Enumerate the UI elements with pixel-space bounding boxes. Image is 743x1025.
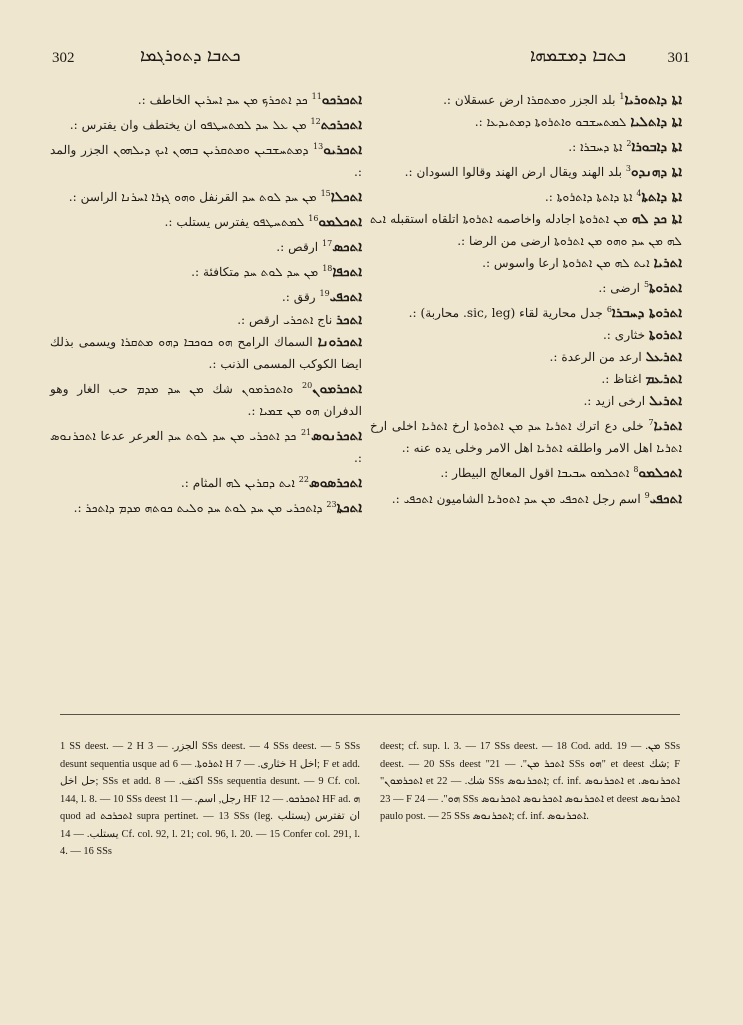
lexicon-entry — [370, 183, 682, 208]
lexicon-entry — [370, 412, 682, 459]
entry-headword: ܐܬܪܘܬܐ — [649, 280, 682, 297]
entry-gloss: ܕܡܬܚܫܒܝܢ ܘܡܬܩܪܝܢ ܒܗܘܢ ܐܝܟ ܕܝܠܗܘܢ الجزر والمد :. — [50, 143, 362, 180]
footnote-line: inf. ܐܬܟܪܢܘܣ. — [530, 811, 589, 822]
footnote-marker: 19 — [319, 289, 330, 299]
lexicon-entry — [370, 390, 682, 412]
entry-gloss: ܡܢ ܚܕ ܠܘܬ ܚܕ القرنفل ܘܗܘ ܓܙܪܐ ܐܚܪܢܐ الراسن :. — [68, 190, 317, 205]
entry-gloss: ܡܢ ܥܠ ܚܕ ܠܡܬܚܛܦܘ ان يختطف وان يفترس :. — [69, 118, 307, 133]
entry-gloss: ܠܡܬܚܫܒܘ ܘܐܬܪܘܬܐ ܕܡܬܝܕܥܐ :. — [474, 115, 627, 130]
entry-headword: ܐܬܟܪܘܢܐ — [317, 333, 363, 350]
footnote-line: ܐܬܟܪܢܘܣ paulo post. — 25 SSs ܐܬܟܪܢܘܣ; cf. — [380, 793, 680, 822]
lexicon-entry — [50, 86, 362, 111]
entry-gloss: اسم رجل ܐܬܟܦܝ ܡܢ ܚܕ ܐܬܘܪܝܐ الشاميون ܐܬܟܦܝ :. — [391, 491, 641, 506]
left-column — [50, 86, 362, 519]
footnote-marker: 11 — [311, 92, 322, 101]
footnote-marker: 17 — [322, 239, 333, 249]
entry-headword: ܐܬܟܦܐ — [332, 264, 362, 281]
entry-headword: ܐܬܐ ܕܐܬܬܐ — [641, 189, 682, 206]
footnote-line: 5 SSs desunt sequentia usque ad ܐܬܪܘܬܐ. — 6 H خثارى. — — [60, 741, 360, 770]
footnote-marker: 8 — [633, 465, 639, 475]
entry-gloss: ܡܢ ܐܬܪܘܬܐ اجادله واخاصمه ܐܬܪܘܬܐ اتلقاه استقبله ܐܝܬ ܠܗ ܡܢ ܚܕ ܘܗܘ ܡܢ ܐܬܪܘܬܐ ارضى من الرضا :. — [370, 212, 682, 249]
lexicon-entry — [370, 86, 682, 111]
right-column — [370, 86, 682, 510]
entry-headword: ܐܬܪܥܠ — [645, 349, 682, 366]
footnote-marker: 21 — [300, 427, 312, 437]
lexicon-entry — [50, 469, 362, 494]
lexicon-entry — [50, 208, 362, 233]
entry-gloss: ارعد من الرعدة :. — [549, 350, 642, 365]
footnote-marker: 3 — [625, 164, 631, 174]
footnote-line: ܐܬܟܪܢܘܣ ܐܬܟܪܢܘܣ ܐܬܟܪܢܘܣ et deest — [481, 793, 641, 805]
entry-headword: ܐܬܟܠܐ — [330, 189, 362, 206]
footnote-marker: 18 — [322, 264, 333, 274]
entry-headword: ܐܬܪܘܬܐ ܕܚܒܪܐ — [611, 305, 682, 322]
entry-gloss: بلد الهند ويقال ارض الهند وقالوا السودان :. — [404, 165, 623, 180]
entry-gloss: خثارى :. — [602, 328, 646, 343]
footnote-marker: 4 — [636, 189, 642, 199]
footnote-line: deest رجل, اسم. — 11 HF ܐܬܟܪܟܘ. — 12 HF ad. ܗ — [144, 793, 361, 805]
entry-headword: ܐܬܐ ܕܗܢܕܘ — [630, 164, 682, 181]
entry-headword: ܐܬܟܪ — [336, 311, 362, 328]
footnote-line: cf. inf. ܐܬܟܪܢܘܣ et ܐܬܟܪܢܘܣ. — 23 F ܗܘ". — 24 SSs — [380, 776, 680, 805]
entry-headword: ܐܬܟܠܡܘ — [638, 465, 682, 482]
footnote-rule — [60, 714, 680, 715]
lexicon-entry — [370, 368, 682, 390]
entry-gloss: ܐܬܟܠܡܘ ܚܒܝܒܐ اقول المعالج البيطار :. — [440, 466, 630, 481]
entry-headword: ܐܬܟܪܡܘܢ — [312, 380, 362, 397]
footnote-line: deest; cf. sup. l. 3. — 17 SSs deest. — 18 Cod. add. ܡܢ. — — [380, 741, 661, 752]
lexicon-entry — [50, 494, 362, 519]
entry-gloss: السماك الرامح ܗܘ ܟܘܟܒܐ ܕܗܘ ܡܬܩܪܐ ويسمى بذلك ايضا الكوكب المسمى الذنب :. — [50, 334, 362, 371]
entry-headword: ܐܬܪܝܐ — [653, 418, 683, 435]
entry-headword: ܐܬܐ ܕܐܬܠܝܐ — [630, 114, 682, 131]
entry-gloss: ܐܝܬ ܕܩܪܝܢ ܠܗ المثام :. — [180, 475, 295, 490]
entry-gloss: ܟܕ ܐܬܟܪܟ ܡܢ ܚܕ ܐܚܪܝܢ الخاطف :. — [137, 93, 308, 108]
entry-gloss: ܐܝܬ ܠܗ ܡܢ ܐܬܪܘܬܐ ارعا واسوس :. — [482, 256, 650, 271]
footnote-marker: 6 — [606, 305, 612, 315]
footnote-marker: 1 — [619, 92, 625, 101]
entry-gloss: ارخى ازيد :. — [583, 394, 646, 409]
running-title-left: ܟܬܒܐ ܕܬܘܪܓܡܐ — [140, 46, 241, 66]
lexicon-entry — [50, 183, 362, 208]
entry-headword: ܐܬܟܬܐ — [336, 499, 362, 516]
entry-headword: ܐܬܟܪܝܘ — [323, 142, 362, 159]
entry-gloss: بلد الجزر ܘܡܬܩܪܐ ارض عسقلان :. — [443, 93, 616, 108]
entry-headword: ܐܬܟܪܟܬ — [320, 117, 362, 134]
entry-headword: ܐܬܐ ܕܐܒܘܪܐ — [631, 139, 682, 156]
footnote-marker: 13 — [313, 142, 324, 152]
lexicon-entry — [370, 459, 682, 484]
running-title-right: ܟܬܒܐ ܕܡܫܡܗܐ — [530, 46, 626, 66]
entry-headword: ܐܬܟܪܢܘܣ — [311, 427, 363, 444]
lexicon-entry — [50, 136, 362, 183]
entry-headword: ܐܬܟܦܝ — [329, 289, 362, 306]
entry-gloss: ܘܐܬܟܪܡܘܢ شك ܡܢ ܚܕ ܡܕܡ حب الغار وهو الدفران ܗܘ ܡܢ ܫܡܝܐ :. — [50, 381, 362, 418]
footnotes-left — [60, 738, 360, 861]
footnote-marker: 22 — [298, 474, 309, 484]
footnote-marker: 16 — [308, 214, 319, 224]
entry-gloss: خلى دع اترك ܐܬܪܝܐ ܚܕ ܡܢ ܐܬܪܘܬܐ ارخ ܐܬܪܝܐ اخلى ارخ ܐܬܪܝܐ اهل الامر واطلقه ܐܬܪܝܐ اهل الامر وخلى يده عنه :. — [370, 419, 682, 456]
page-number-right: 301 — [667, 50, 690, 66]
entry-headword: ܐܬܪܥܡ — [645, 371, 682, 388]
lexicon-entry — [50, 375, 362, 422]
lexicon-entry — [370, 133, 682, 158]
footnote-marker: 2 — [626, 139, 632, 149]
lexicon-entry — [50, 258, 362, 283]
lexicon-entry — [50, 309, 362, 331]
entry-headword: ܐܬܟܪܣܘܣ — [308, 474, 362, 491]
footnote-marker: 20 — [302, 380, 313, 390]
entry-gloss: ܠܡܬܚܛܦܘ يفترس يستلب :. — [164, 215, 305, 230]
footnote-line: 19 SSs deest. — 20 SSs deest "ܐܬܟܪ ܡܢ". — 21 SSs ܗܘ" — [380, 741, 680, 770]
footnote-marker: 9 — [644, 490, 650, 500]
entry-gloss: ارضى :. — [598, 281, 641, 296]
lexicon-entry — [370, 158, 682, 183]
entry-headword: ܐܬܐ ܕܐܬܘܪܝܐ — [624, 92, 682, 109]
entry-headword: ܐܬܐ ܟܕ ܠܗ — [631, 211, 682, 228]
footnote-marker: 23 — [326, 499, 337, 509]
footnote-line: 1 SS deest. — 2 H الجزر. — 3 SSs deest. — 4 SSs deest. — — [60, 741, 336, 752]
entry-headword: ܐܬܟܠܡܘ — [318, 214, 362, 231]
lexicon-entry — [370, 274, 682, 299]
lexicon-entry — [50, 331, 362, 375]
lexicon-entry — [50, 111, 362, 136]
lexicon-entry — [370, 485, 682, 510]
entry-headword: ܐܬܪܝܐ — [653, 255, 682, 272]
lexicon-entry — [50, 283, 362, 308]
lexicon-entry — [370, 346, 682, 368]
footnote-line: l. 21; col. 96, l. 20. — 15 Confer col. 291, l. 4. — 16 SSs — [60, 828, 361, 857]
entry-gloss: ܕܐܬܟܪܝ ܡܢ ܚܕ ܠܘܬ ܚܕ ܘܠܝܬ ܟܘܬܗ ܡܕܡ ܕܐܬܟܪ :. — [73, 500, 323, 515]
entry-gloss: اغتاظ :. — [601, 372, 642, 387]
lexicon-entry — [370, 111, 682, 133]
entry-gloss: ܐܬܐ ܕܐܬܬܐ ܕܐܬܪܘܬܐ :. — [544, 190, 633, 205]
lexicon-entry — [370, 208, 682, 252]
lexicon-entry — [370, 324, 682, 346]
lexicon-entry — [370, 299, 682, 324]
footnote-marker: 15 — [320, 189, 331, 199]
footnote-marker: 7 — [648, 418, 654, 428]
lexicon-entry — [50, 422, 362, 469]
lexicon-entry — [370, 252, 682, 274]
lexicon-entry — [50, 233, 362, 258]
entry-gloss: ܡܢ ܚܕ ܠܘܬ ܚܕ متكافئة :. — [191, 265, 319, 280]
page-number-left: 302 — [52, 50, 75, 66]
footnote-marker: 12 — [310, 117, 321, 127]
entry-gloss: ناج ܐܬܟܪܝ ارقص :. — [237, 312, 333, 327]
footnote-line: quod ad ܐܬܟܪܟܬ supra pertinet. — — [60, 811, 219, 822]
entry-gloss: ܟܕ ܐܬܟܪܝ ܡܢ ܚܕ ܠܘܬ ܚܕ العرعر عدعا ܐܬܟܪܢܘܣ :. — [50, 428, 362, 465]
entry-headword: ܐܬܟܦܝ — [649, 490, 682, 507]
footnote-line: 7 H اخل; F et add. حل اخل; SSs et add. اكتف. — — [60, 758, 361, 787]
footnote-marker: 5 — [643, 280, 650, 290]
page-header — [40, 42, 704, 82]
footnote-line: et deest شك; F "ܐܬܟܪܡܘܢ et شك. — 22 SSs ܐܬܟܪܢܘܣ; — [380, 758, 680, 787]
entry-headword: ܐܬܪܘܬܐ — [649, 327, 682, 344]
entry-gloss: جدل محارية لقاء (sic, leg. محاربة) :. — [408, 306, 603, 321]
footnote-line: 13 SSs (leg. يستلب) ان تفترس يستلب. — 14 Cf. col. 92, — [60, 811, 360, 840]
footnotes-right — [380, 738, 680, 826]
entry-headword: ܐܬܟܣ — [332, 239, 362, 256]
entry-gloss: ܐܬܐ ܕܚܒܪܐ :. — [568, 140, 623, 155]
entry-gloss: رقق :. — [281, 290, 316, 305]
entry-headword: ܐܬܟܪܟܘ — [321, 92, 362, 109]
footnote-line: 8 SSs sequentia desunt. — 9 Cf. col. 144, l. 8. — 10 SSs — [60, 776, 360, 805]
entry-headword: ܐܬܪܝܠ — [649, 393, 682, 410]
entry-gloss: ارقص :. — [276, 240, 319, 255]
